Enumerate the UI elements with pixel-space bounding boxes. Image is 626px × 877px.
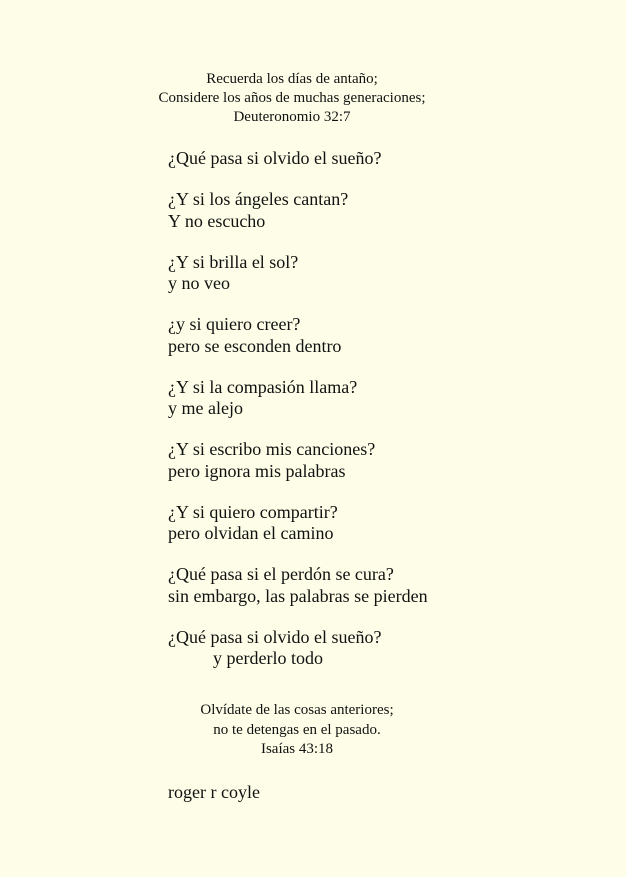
closing-line-1: Olvídate de las cosas anteriores; — [200, 702, 394, 718]
poem-body — [168, 148, 428, 689]
poem-line: sin embargo, las palabras se pierden — [168, 585, 428, 606]
poem-line: ¿Y si escribo mis canciones? — [168, 439, 376, 459]
stanza-7 — [168, 502, 428, 545]
stanza-4 — [168, 314, 428, 357]
author-signature: roger r coyle — [168, 782, 260, 802]
closing-reference: Isaías 43:18 — [260, 741, 334, 757]
closing-quote — [0, 701, 594, 760]
poem-line: Y no escucho — [168, 210, 266, 231]
epigraph-reference: Deuteronomio 32:7 — [233, 109, 351, 125]
stanza-5 — [168, 377, 428, 420]
poem-line: pero olvidan el camino — [168, 523, 334, 543]
poem-line: ¿Y si brilla el sol? — [168, 251, 299, 272]
stanza-6 — [168, 439, 428, 482]
epigraph — [0, 70, 584, 127]
poem-line: ¿y si quiero creer? — [168, 314, 301, 334]
stanza-3 — [168, 252, 428, 295]
poem-line: ¿Qué pasa si el perdón se cura? — [168, 564, 394, 584]
closing-line-2: no te detengas en el pasado. — [213, 721, 381, 738]
poem-line: pero ignora mis palabras — [168, 460, 346, 481]
poem-line: y me alejo — [168, 398, 243, 418]
poem-line: ¿Qué pasa si olvido el sueño? — [168, 626, 382, 647]
poem-line: pero se esconden dentro — [168, 335, 342, 356]
epigraph-line-1: Recuerda los días de antaño; — [206, 71, 378, 87]
epigraph-line-2: Considere los años de muchas generaciones; — [158, 90, 426, 106]
stanza-9 — [168, 627, 428, 670]
poem-line: y perderlo todo — [213, 648, 323, 668]
poem-line: ¿Y si quiero compartir? — [168, 501, 338, 522]
stanza-1 — [168, 148, 428, 170]
poem-line: y no veo — [168, 273, 230, 293]
poem-line: ¿Y si los ángeles cantan? — [168, 189, 349, 209]
stanza-8 — [168, 564, 428, 607]
poem-line: ¿Y si la compasión llama? — [168, 376, 358, 397]
stanza-2 — [168, 189, 428, 232]
poem-line: ¿Qué pasa si olvido el sueño? — [168, 148, 382, 168]
